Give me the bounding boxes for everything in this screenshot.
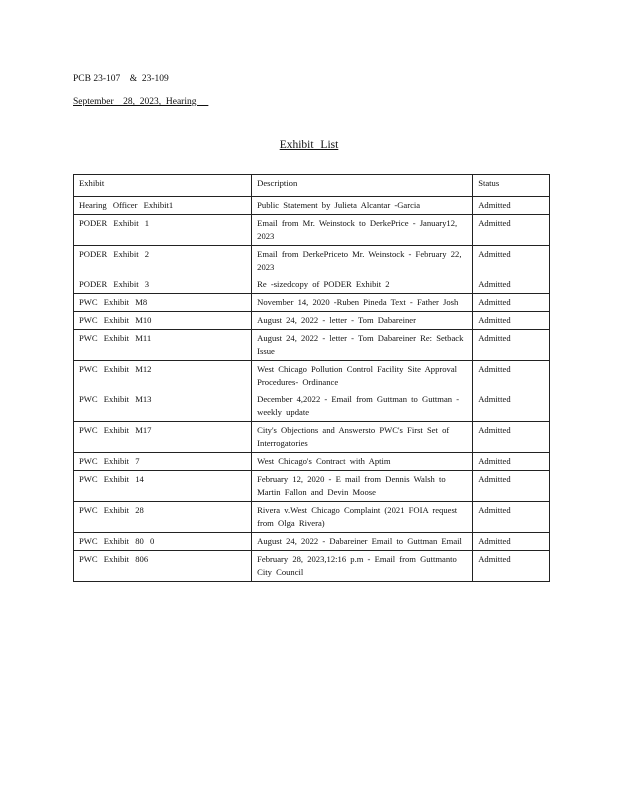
status-cell: Admitted	[473, 551, 550, 582]
status-cell: Admitted	[473, 471, 550, 502]
description-cell: August 24, 2022 - Dabareiner Email to Guttman Email	[252, 533, 473, 551]
exhibit-cell: PODER Exhibit 1	[74, 215, 252, 246]
description-cell: August 24, 2022 - letter - Tom Dabareiner Re: Setback Issue	[252, 330, 473, 361]
table-row	[74, 276, 550, 294]
exhibit-cell: PWC Exhibit M11	[74, 330, 252, 361]
exhibit-cell: PWC Exhibit M10	[74, 312, 252, 330]
exhibit-cell: PWC Exhibit 80 0	[74, 533, 252, 551]
exhibit-cell: Hearing Officer Exhibit1	[74, 197, 252, 215]
table-row	[74, 330, 550, 361]
description-cell: February 28, 2023,12:16 p.m - Email from Guttmanto City Council	[252, 551, 473, 582]
exhibit-cell: PWC Exhibit M17	[74, 422, 252, 453]
exhibit-cell: PODER Exhibit 3	[74, 276, 252, 294]
table-row	[74, 422, 550, 453]
description-cell: Re -sizedcopy of PODER Exhibit 2	[252, 276, 473, 294]
table-row	[74, 246, 550, 277]
exhibit-table	[73, 174, 550, 582]
description-cell: Rivera v.West Chicago Complaint (2021 FOIA request from Olga Rivera)	[252, 502, 473, 533]
table-row	[74, 533, 550, 551]
table-row	[74, 502, 550, 533]
exhibit-cell: PWC Exhibit 806	[74, 551, 252, 582]
table-row	[74, 215, 550, 246]
description-cell: February 12, 2020 - E mail from Dennis Walsh to Martin Fallon and Devin Moose	[252, 471, 473, 502]
table-row	[74, 551, 550, 582]
status-cell: Admitted	[473, 422, 550, 453]
table-row	[74, 197, 550, 215]
column-header-status: Status	[473, 175, 550, 197]
status-cell: Admitted	[473, 215, 550, 246]
column-header-description: Description	[252, 175, 473, 197]
exhibit-cell: PWC Exhibit 7	[74, 453, 252, 471]
case-number: PCB 23-107 & 23-109	[73, 74, 169, 84]
hearing-date: September 28, 2023, Hearing	[73, 97, 209, 107]
description-cell: November 14, 2020 -Ruben Pineda Text - Father Josh	[252, 294, 473, 312]
status-cell: Admitted	[473, 312, 550, 330]
table-row	[74, 361, 550, 392]
status-cell: Admitted	[473, 502, 550, 533]
status-cell: Admitted	[473, 361, 550, 392]
status-cell: Admitted	[473, 453, 550, 471]
table-row	[74, 312, 550, 330]
exhibit-cell: PWC Exhibit 28	[74, 502, 252, 533]
column-header-exhibit: Exhibit	[74, 175, 252, 197]
description-cell: West Chicago's Contract with Aptim	[252, 453, 473, 471]
description-cell: December 4,2022 - Email from Guttman to Guttman - weekly update	[252, 391, 473, 422]
table-header-row	[74, 175, 550, 197]
description-cell: City's Objections and Answersto PWC's First Set of Interrogatories	[252, 422, 473, 453]
status-cell: Admitted	[473, 197, 550, 215]
exhibit-cell: PWC Exhibit M13	[74, 391, 252, 422]
exhibit-cell: PODER Exhibit 2	[74, 246, 252, 277]
table-row	[74, 453, 550, 471]
status-cell: Admitted	[473, 276, 550, 294]
status-cell: Admitted	[473, 294, 550, 312]
exhibit-cell: PWC Exhibit 14	[74, 471, 252, 502]
description-cell: West Chicago Pollution Control Facility Site Approval Procedures- Ordinance	[252, 361, 473, 392]
description-cell: Email from Mr. Weinstock to DerkePrice - January12, 2023	[252, 215, 473, 246]
exhibit-cell: PWC Exhibit M12	[74, 361, 252, 392]
exhibit-cell: PWC Exhibit M8	[74, 294, 252, 312]
description-cell: August 24, 2022 - letter - Tom Dabareiner	[252, 312, 473, 330]
status-cell: Admitted	[473, 391, 550, 422]
table-row	[74, 471, 550, 502]
page-title: Exhibit List	[279, 139, 339, 151]
description-cell: Email from DerkePriceto Mr. Weinstock - February 22, 2023	[252, 246, 473, 277]
status-cell: Admitted	[473, 330, 550, 361]
table-row	[74, 391, 550, 422]
table-row	[74, 294, 550, 312]
description-cell: Public Statement by Julieta Alcantar -Garcia	[252, 197, 473, 215]
status-cell: Admitted	[473, 246, 550, 277]
status-cell: Admitted	[473, 533, 550, 551]
